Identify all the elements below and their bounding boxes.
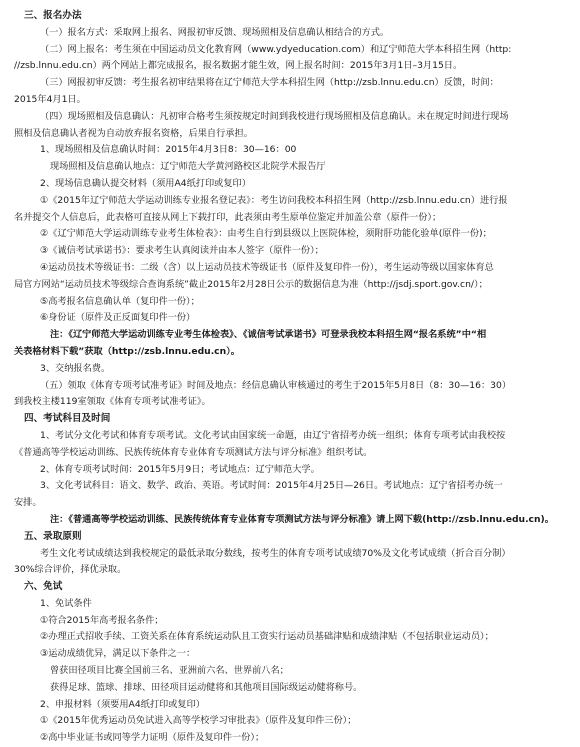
- text-line: 2015年4月1日。: [14, 93, 86, 105]
- text-line: 曾获田径项目比赛全国前三名、亚洲前六名、世界前八名；: [50, 665, 289, 677]
- text-line: （三）网报初审反馈：考生报名初审结果将在辽宁师范大学本科招生网（http://zsb.lnnu.edu.cn）反馈，时间：: [40, 77, 499, 89]
- text-line: 2、现场信息确认提交材料（须用A4纸打印或复印）: [40, 177, 251, 189]
- text-line: ⑤高考报名信息确认单（复印件一份）；: [40, 295, 200, 307]
- text-line: 到我校主楼119室领取《体育专项考试准考证》。: [14, 396, 211, 408]
- text-line: （一）报名方式：采取网上报名、网报初审反馈、现场照相及信息确认相结合的方式。: [40, 26, 390, 38]
- text-line: 30%综合评价，择优录取。: [14, 564, 127, 576]
- section-heading: 四、考试科目及时间: [24, 413, 111, 425]
- text-line: 注：《辽宁师范大学运动训练专业考生体检表》、《诚信考试承诺书》可登录我校本科招生网“报名系统”中“相: [50, 329, 487, 341]
- text-line: 1、考试分文化考试和体育专项考试。文化考试由国家统一命题，由辽宁省招考办统一组织；体育专项考试由我校按: [40, 429, 506, 441]
- text-line: 注：《普通高等学校运动训练、民族传统体育专业体育专项测试方法与评分标准》请上网下载(http://zsb.lnnu.edu.cn)。: [50, 513, 554, 525]
- text-line: 名并提交个人信息后，此表格可直接从网上下载打印，此表须由考生原单位鉴定并加盖公章（原件一份）；: [14, 211, 442, 223]
- text-line: 现场照相及信息确认地点：辽宁师范大学黄河路校区北院学术报告厅: [50, 161, 326, 173]
- section-heading: 五、录取原则: [24, 530, 82, 542]
- text-line: （五）领取《体育专项考试准考证》时间及地点：经信息确认审核通过的考生于2015年5月8日（8：30—16：30）: [40, 379, 512, 391]
- section-heading: 六、免试: [24, 581, 63, 593]
- text-line: ②高中毕业证书或同等学力证明（原件及复印件一份）；: [40, 732, 265, 744]
- text-line: ③《诚信考试承诺书》：要求考生认真阅读并由本人签字（原件一份）；: [40, 245, 324, 257]
- text-line: ②《辽宁师范大学运动训练专业考生体检表》：由考生自行到县级以上医院体检，须附肝功能化验单(原件一份)；: [40, 228, 492, 240]
- text-line: ②办理正式招收手续、工资关系在体育系统运动队且工资实行运动员基础津贴和成绩津贴（不包括职业运动员）；: [40, 631, 494, 643]
- text-line: 获得足球、篮球、排球、田径项目运动健将和其他项目国际级运动健将称号。: [50, 681, 363, 693]
- text-line: ①《2015年优秀运动员免试进入高等学校学习审批表》（原件及复印件三份）；: [40, 715, 357, 727]
- text-line: 照相及信息确认者视为自动放弃报名资格，后果自行承担。: [14, 127, 253, 139]
- text-line: 2、体育专项考试时间：2015年5月9日；考试地点：辽宁师范大学。: [40, 463, 320, 475]
- text-line: ⑥身份证（原件及正反面复印件一份）: [40, 312, 196, 324]
- text-line: 《普通高等学校运动训练、民族传统体育专业体育专项测试方法与评分标准》组织考试。: [14, 446, 373, 458]
- section-heading: 三、报名办法: [24, 10, 82, 21]
- text-line: 1、现场照相及信息确认时间：2015年4月3日8：30—16：00: [40, 144, 297, 156]
- text-line: 考生文化考试成绩达到我校规定的最低录取分数线，按考生的体育专项考试成绩70%及文化考试成绩（折合百分制）: [40, 547, 511, 559]
- text-line: （二）网上报名：考生须在中国运动员文化教育网（www.ydyeducation.com）和辽宁师范大学本科招生网（http:: [40, 43, 512, 55]
- text-line: （四）现场照相及信息确认：凡初审合格考生须按规定时间到我校进行现场照相及信息确认。未在规定时间进行现场: [40, 110, 509, 122]
- text-line: 1、免试条件: [40, 597, 92, 609]
- text-line: 3、交纳报名费。: [40, 362, 111, 374]
- text-line: 3、文化考试科目：语文、数学、政治、英语。考试时间：2015年4月25日—26日。考试地点：辽宁省招考办统一: [40, 480, 503, 492]
- text-line: ①《2015年辽宁师范大学运动训练专业报名登记表》：考生访问我校本科招生网（http://zsb.lnnu.edu.cn）进行报: [40, 194, 508, 206]
- text-line: //zsb.lnnu.edu.cn）两个网站上都完成报名，报名数据才能生效，网上报名时间：2015年3月1日–3月15日。: [14, 60, 463, 72]
- text-line: 2、申报材料（须要用A4纸打印或复印）: [40, 698, 205, 710]
- text-line: ④运动员技术等级证书：二级（含）以上运动员技术等级证书（原件及复印件一份），考生运动等级以国家体育总: [40, 261, 494, 273]
- text-line: 安排。: [14, 497, 42, 509]
- text-line: 关表格材料下载”获取（http://zsb.lnnu.edu.cn）。: [14, 345, 240, 357]
- text-line: ①符合2015年高考报名条件；: [40, 614, 164, 626]
- text-line: ③运动成绩优异，满足以下条件之一：: [40, 648, 196, 660]
- text-line: 局官方网站“运动员技术等级综合查询系统”截止2015年2月28日公示的数据信息为准（http://jsdj.sport.gov.cn/）；: [14, 278, 488, 290]
